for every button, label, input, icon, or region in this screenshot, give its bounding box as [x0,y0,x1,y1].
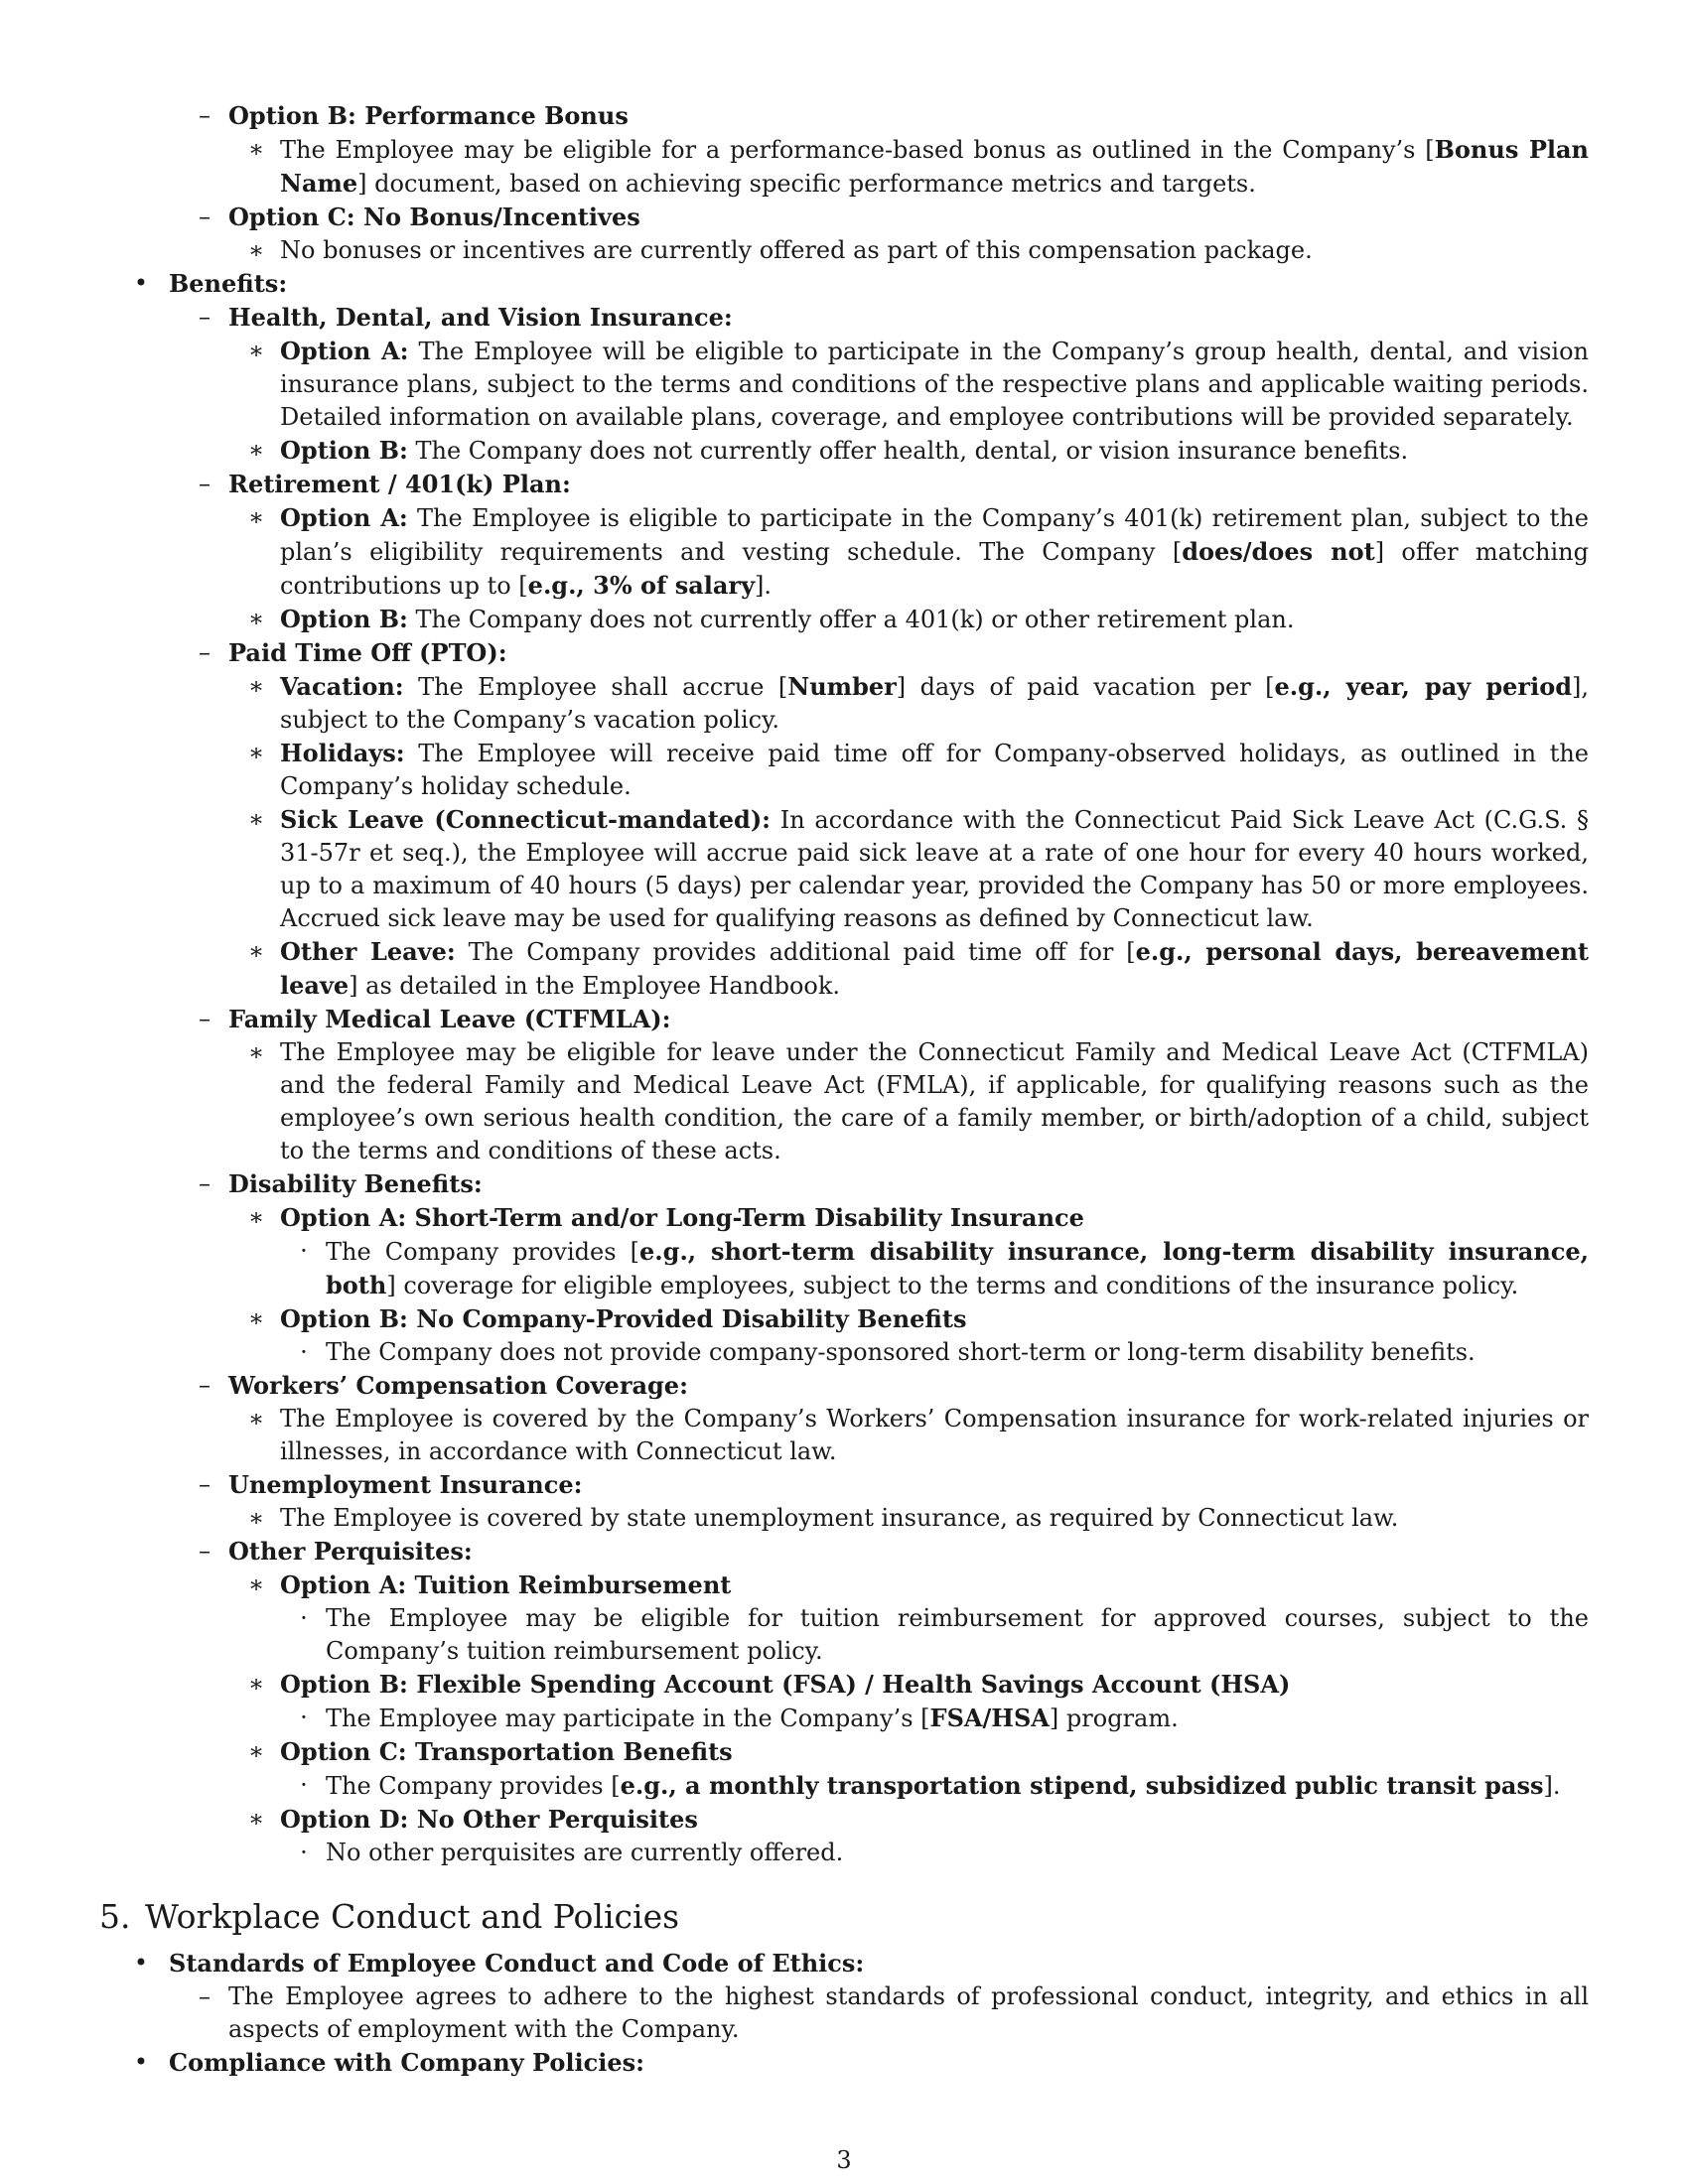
option-label: Option B: [280,605,408,633]
dash-marker: – [199,203,211,230]
list-item [99,1167,1589,1201]
placeholder: Number [787,672,897,701]
list-item [99,301,1589,335]
text: ] document, based on achieving specific performance metrics and targets. [357,170,1256,198]
star-marker: ∗ [247,1038,265,1066]
option-label: Sick Leave (Connecticut-mandated): [280,805,772,834]
section-number: 5. [99,1897,131,1936]
list-item [99,1036,1589,1167]
list-item [99,434,1589,468]
bullet-marker: • [133,269,149,297]
text: The Company provides [ [326,1772,621,1800]
subheading: Health, Dental, and Vision Insurance: [228,303,733,332]
option-label: Vacation: [280,672,404,701]
star-marker: ∗ [247,605,265,632]
list-item [99,1769,1589,1803]
dot-marker: · [300,1604,308,1632]
option-label: Option B: [280,436,408,465]
list-item [99,1201,1589,1235]
page-content [99,99,1589,2080]
list-item [99,1302,1589,1336]
dot-marker: · [300,1839,308,1866]
list-item [99,1602,1589,1668]
list-item [99,737,1589,803]
text: In accordance with the Connecticut Paid Sick Leave Act (C.G.S. § 31-57r et seq.), the Employee will accrue paid sick leave at a rate of one hour for every 40 hours worked, up to a maximum of 40 hours (5 days) per calendar year, provided the Company has 50 or more employees. Accrued sick leave may be used for qualifying reasons as defined by Connecticut law. [280,806,1589,932]
text: The Company does not currently offer health, dental, or vision insurance benefits. [407,437,1409,465]
list-item [99,803,1589,935]
subheading: Standards of Employee Conduct and Code of Ethics: [169,1949,865,1978]
dot-marker: · [300,1338,308,1366]
benefits-heading: Benefits: [169,269,288,298]
text: ] coverage for eligible employees, subject to the terms and conditions of the insurance policy. [386,1272,1519,1299]
list-item [99,1837,1589,1869]
text: The Employee is covered by the Company’s Workers’ Compensation insurance for work-related injuries or illnesses, in accordance with Connecticut law. [280,1405,1589,1465]
list-item [99,1569,1589,1602]
star-marker: ∗ [247,236,265,264]
text: No bonuses or incentives are currently offered as part of this compensation package. [280,236,1313,264]
text: ] program. [1049,1705,1179,1732]
list-item [99,335,1589,434]
text: The Company provides additional paid time off for [ [455,938,1136,966]
text: ], subject to the Company’s vacation policy. [280,673,1589,734]
star-marker: ∗ [247,1504,265,1532]
text: The Employee may be eligible for a performance-based bonus as outlined in the Company’s [ [280,136,1435,164]
list-item [99,99,1589,133]
placeholder: e.g., 3% of salary [527,571,756,600]
placeholder: e.g., a monthly transportation stipend, subsidized public transit pass [620,1771,1544,1800]
option-heading: Option C: Transportation Benefits [280,1737,733,1766]
text: The Employee will receive paid time off for Company-observed holidays, as outlined in the Company’s holiday schedule. [280,740,1589,800]
bullet-marker: • [133,2048,149,2076]
dash-marker: – [199,638,211,666]
dash-marker: – [199,1005,211,1032]
dot-marker: · [300,1237,308,1265]
list-item [99,1369,1589,1403]
list-item [99,133,1589,201]
option-heading: Option A: Tuition Reimbursement [280,1570,732,1599]
list-item [99,1668,1589,1702]
star-marker: ∗ [247,436,265,464]
list-item [99,1468,1589,1502]
dash-marker: – [199,1371,211,1399]
list-item [99,201,1589,234]
dash-marker: – [199,101,211,129]
star-marker: ∗ [247,739,265,766]
list-item [99,1502,1589,1535]
text: ] as detailed in the Employee Handbook. [349,972,841,1000]
list-item [99,468,1589,501]
list-item [99,1735,1589,1769]
star-marker: ∗ [247,1805,265,1833]
subheading: Other Perquisites: [228,1537,473,1566]
text: The Company does not provide company-sponsored short-term or long-term disability benefits. [326,1338,1476,1366]
list-item [99,1336,1589,1369]
text: The Employee will be eligible to participate in the Company’s group health, dental, and vision insurance plans, subject to the terms and conditions of the respective plans and applicable waiting periods. Detailed information on available plans, coverage, and employee contributions will be provided separately. [280,338,1589,431]
star-marker: ∗ [247,937,265,965]
subheading: Unemployment Insurance: [228,1470,583,1499]
subheading: Compliance with Company Policies: [169,2048,645,2077]
text: The Employee may be eligible for tuition reimbursement for approved courses, subject to the Company’s tuition reimbursement policy. [326,1604,1589,1665]
dash-marker: – [199,303,211,331]
placeholder: e.g., personal days, bereavement leave [280,937,1590,1000]
star-marker: ∗ [247,1203,265,1231]
dash-marker: – [199,1982,211,2010]
option-label: Option A: [280,337,409,365]
placeholder: does/does not [1182,537,1375,566]
subheading: Family Medical Leave (CTFMLA): [228,1005,671,1033]
star-marker: ∗ [247,503,265,531]
dash-marker: – [199,1169,211,1197]
subheading: Workers’ Compensation Coverage: [228,1371,688,1400]
star-marker: ∗ [247,135,265,163]
dot-marker: · [300,1704,308,1731]
star-marker: ∗ [247,1304,265,1332]
text: ]. [1543,1772,1561,1800]
text: The Employee shall accrue [ [403,673,788,701]
star-marker: ∗ [247,1405,265,1433]
option-label: Other Leave: [280,937,456,966]
star-marker: ∗ [247,337,265,364]
list-item [99,603,1589,636]
placeholder: e.g., year, pay period [1274,672,1572,701]
star-marker: ∗ [247,1570,265,1598]
option-heading: Option A: Short-Term and/or Long-Term Disability Insurance [280,1203,1084,1232]
list-item [99,2046,1589,2080]
placeholder: e.g., short-term disability insurance, long-term disability insurance, both [326,1237,1590,1299]
list-item [99,501,1589,603]
star-marker: ∗ [247,1737,265,1765]
option-label: Holidays: [280,739,405,767]
text: The Employee agrees to adhere to the highest standards of professional conduct, integrity, and ethics in all aspects of employment with the Company. [228,1982,1589,2043]
list-item [99,1980,1589,2046]
option-heading: Option B: No Company-Provided Disability Benefits [280,1304,967,1333]
section-title: Workplace Conduct and Policies [145,1897,680,1936]
dash-marker: – [199,1470,211,1498]
list-item [99,636,1589,670]
option-label: Option A: [280,503,408,532]
list-item [99,234,1589,267]
dash-marker: – [199,470,211,497]
option-heading: Option B: Flexible Spending Account (FSA) / Health Savings Account (HSA) [280,1670,1291,1699]
star-marker: ∗ [247,805,265,833]
text: The Company does not currently offer a 401(k) or other retirement plan. [407,606,1295,633]
text: The Employee may participate in the Company’s [ [326,1705,930,1732]
dash-marker: – [199,1537,211,1565]
dot-marker: · [300,1771,308,1799]
text: ] days of paid vacation per [ [896,673,1275,701]
text: The Employee may be eligible for leave under the Connecticut Family and Medical Leave Act (CTFMLA) and the federal Family and Medical Leave Act (FMLA), if applicable, for qualifying reasons such as the employee’s own serious health condition, the care of a family member, or birth/adoption of a child, subject to the terms and conditions of these acts. [280,1038,1589,1164]
list-item [99,1235,1589,1302]
text: ] offer matching contributions up to [ [280,538,1590,600]
text: No other perquisites are currently offered. [326,1839,844,1866]
option-heading: Option D: No Other Perquisites [280,1805,698,1834]
list-item [99,670,1589,737]
section-heading [99,1895,1589,1939]
option-heading: Option C: No Bonus/Incentives [228,203,640,231]
list-item [99,1403,1589,1468]
subheading: Disability Benefits: [228,1169,483,1198]
placeholder: FSA/HSA [929,1704,1050,1732]
subheading: Paid Time Off (PTO): [228,638,507,667]
placeholder: Bonus Plan Name [280,135,1589,198]
text: The Employee is covered by state unemployment insurance, as required by Connecticut law. [280,1504,1399,1532]
text: The Company provides [ [326,1238,640,1266]
option-heading: Option B: Performance Bonus [228,101,629,130]
list-item [99,1003,1589,1036]
bullet-marker: • [133,1949,149,1977]
text: The Employee is eligible to participate in the Company’s 401(k) retirement plan, subject to the plan’s eligibility requirements and vesting schedule. The Company [ [280,504,1589,566]
star-marker: ∗ [247,1670,265,1698]
list-item [99,1535,1589,1569]
list-item [99,1702,1589,1735]
list-item [99,1947,1589,1980]
list-item [99,267,1589,301]
list-item [99,935,1589,1003]
subheading: Retirement / 401(k) Plan: [228,470,571,498]
page-number: 3 [836,2146,852,2174]
text: ]. [755,572,773,600]
star-marker: ∗ [247,672,265,700]
list-item [99,1803,1589,1837]
